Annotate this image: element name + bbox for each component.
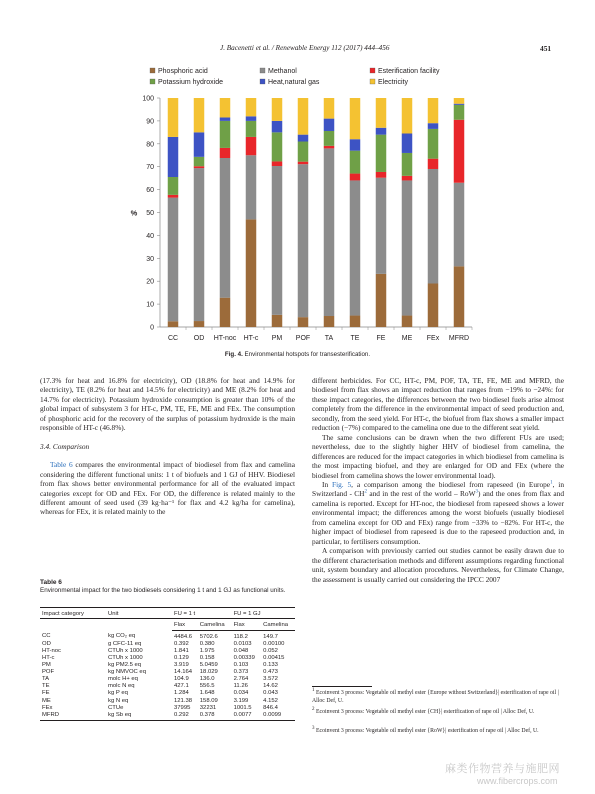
bar-segment xyxy=(454,105,465,120)
bar-segment xyxy=(220,121,231,148)
bar-segment xyxy=(246,137,257,155)
bar-segment xyxy=(454,104,465,105)
x-tick-label: HT-noc xyxy=(213,335,237,342)
right-column xyxy=(312,376,564,584)
table-cell: CTUh x 1000 xyxy=(108,647,143,654)
bar-segment xyxy=(376,135,387,172)
table-cell: kg NMVOC eq xyxy=(108,669,146,676)
bar-segment xyxy=(350,139,361,150)
y-tick-label: 0 xyxy=(150,324,154,332)
table-cell: kg P eq xyxy=(108,690,128,697)
x-tick-label: FEx xyxy=(426,335,440,342)
left-column xyxy=(40,376,295,517)
table-cell: kg CO₂ eq xyxy=(108,633,136,640)
bar-segment xyxy=(272,161,283,166)
bar-segment xyxy=(454,120,465,183)
bar-segment xyxy=(402,153,413,176)
table-header: Camelina xyxy=(261,619,295,631)
table-cell: 0.034 xyxy=(233,690,249,697)
legend-swatch xyxy=(260,79,265,84)
table-cell: 3.572 xyxy=(263,676,278,683)
bar-segment xyxy=(428,159,439,169)
bar-segment xyxy=(298,142,309,162)
table-cell: 0.00415 xyxy=(263,655,285,662)
y-tick-label: 40 xyxy=(146,232,154,240)
table-cell: 4.152 xyxy=(263,697,278,704)
bar-segment xyxy=(246,155,257,219)
bar-segment xyxy=(428,283,439,327)
table-cell: 1.841 xyxy=(174,647,189,654)
table-cell: 0.133 xyxy=(263,662,278,669)
bar-segment xyxy=(194,132,205,157)
table-cell: kg PM2.5 eq xyxy=(108,662,142,669)
table-row xyxy=(40,697,295,704)
bar-segment xyxy=(324,148,335,316)
section-heading: 3.4. Comparison xyxy=(40,441,90,451)
bar-segment xyxy=(402,133,413,152)
bar-segment xyxy=(350,180,361,315)
table-cell: kg Sb eq xyxy=(106,711,172,721)
bar-segment xyxy=(220,158,231,298)
table-header: FU = 1 t xyxy=(172,608,232,619)
table-cell: 0.380 xyxy=(199,640,215,647)
bar-segment xyxy=(168,321,179,327)
table-row xyxy=(40,669,295,676)
y-tick-label: 90 xyxy=(146,118,154,126)
y-tick-label: 50 xyxy=(146,210,154,217)
y-axis-label: % xyxy=(130,208,138,218)
table-cell: FEx xyxy=(42,704,53,711)
figure-caption-text: Environmental hotspots for transesterification. xyxy=(244,351,371,358)
table-cell: TA xyxy=(42,676,50,683)
y-tick-label: 70 xyxy=(146,164,154,172)
table-cell: HT-c xyxy=(42,655,55,662)
bar-segment xyxy=(220,98,231,117)
table-cell: PM xyxy=(42,662,51,669)
bar-segment xyxy=(168,195,179,198)
legend-swatch xyxy=(370,79,375,84)
bar-segment xyxy=(246,219,257,327)
table-cell: kg N eq xyxy=(108,697,129,704)
table-cell: MFRD xyxy=(40,711,106,721)
table-6-link[interactable]: Table 6 xyxy=(50,460,73,470)
y-tick-label: 30 xyxy=(146,255,154,263)
bar-segment xyxy=(168,177,179,195)
table-cell: 3.199 xyxy=(233,697,249,704)
bar-segment xyxy=(402,316,413,327)
table-header: Flax xyxy=(172,619,198,631)
x-tick-label: HT-c xyxy=(243,335,259,342)
bar-segment xyxy=(194,98,205,132)
table-cell: 427.1 xyxy=(174,683,189,690)
table-cell: 0.129 xyxy=(174,655,189,662)
table-header: Flax xyxy=(232,619,262,631)
table-header: Unit xyxy=(106,608,172,619)
bar-segment xyxy=(376,128,387,135)
bar-segment xyxy=(298,162,309,165)
table-cell: 0.373 xyxy=(233,669,249,676)
table-cell: 0.158 xyxy=(199,655,215,662)
x-tick-label: OD xyxy=(193,335,205,342)
footnote-rule xyxy=(312,686,372,687)
legend-swatch xyxy=(150,68,155,73)
table-cell: TE xyxy=(42,683,50,690)
table-cell: 1001.5 xyxy=(233,704,252,711)
bar-segment xyxy=(402,180,413,315)
table-cell: 0.043 xyxy=(263,690,278,697)
bar-segment xyxy=(350,316,361,327)
page-number: 451 xyxy=(540,44,552,53)
paragraph xyxy=(40,460,295,517)
paragraph-text: compares the environmental impact of biodiesel from flax and camelina considering the different functional units: 1 t of biofuels and 1 GJ of HHV. Biodiesel from flax shows better environmental performance for all of the evaluated impact categories except for OD and FEx. For OD, the difference is related mainly to the different amount of seed used (39 kg·ha⁻¹ for flax and 4.2 kg/ha for camelina), whereas for FEx, it is related mainly to the xyxy=(40,460,295,517)
bar-segment xyxy=(272,315,283,327)
x-tick-label: TE xyxy=(350,335,360,342)
paragraph: The same conclusions can be drawn when the two different FUs are used; nevertheless, due to the slightly higher HHV of biodiesel from camelina, the differences are reduced for the impact categories in which biodiesel from camelina is the most impacting biofuel, and they are enlarged for OD and FEx (where the biodiesel from camelina shows the lower environmental load). xyxy=(312,432,564,480)
bar-segment xyxy=(376,274,387,327)
table-cell: 0.0099 xyxy=(261,711,295,721)
table-cell: 136.0 xyxy=(199,676,215,683)
table-cell: 2.764 xyxy=(233,676,249,683)
table-cell: molc N eq xyxy=(108,683,135,690)
legend-swatch xyxy=(260,68,265,73)
x-tick-label: ME xyxy=(401,335,413,342)
y-tick-label: 20 xyxy=(146,278,154,286)
table-cell: 4484.6 xyxy=(174,633,193,640)
table-cell: 14.62 xyxy=(263,683,278,690)
table-row xyxy=(40,662,295,669)
table-row xyxy=(40,647,295,654)
table-cell: CTUh x 1000 xyxy=(108,655,143,662)
table-row xyxy=(40,690,295,697)
bar-segment xyxy=(246,98,257,116)
table-cell: 158.09 xyxy=(199,697,218,704)
legend-label: Potassium hydroxide xyxy=(158,79,223,86)
figure-caption xyxy=(40,351,555,358)
legend-label: Esterification facility xyxy=(378,68,440,75)
bar-segment xyxy=(454,266,465,327)
bar-segment xyxy=(194,168,205,321)
table-cell: 18.029 xyxy=(199,669,218,676)
table-cell: 14.164 xyxy=(174,669,193,676)
paragraph: different herbicides. For CC, HT-c, PM, POF, TA, TE, FE, ME and MFRD, the biodiesel from flax shows an impact reduction that ranges from −19% to −24%: for these impact categories, the differences between the two biodiesel fuels arise almost completely from the difference in the environmental impact of seed production and, secondly, from the seed yield. For HT-c, the biofuel from flax shows a smaller impact reduction (−7%) compared to the camelina one due to the different seat yield. xyxy=(312,376,564,433)
table-cell: 0.048 xyxy=(233,647,249,654)
table-cell: FE xyxy=(42,690,50,697)
bar-segment xyxy=(428,129,439,159)
table-cell: 37995 xyxy=(174,704,191,711)
table-cell: 0.378 xyxy=(198,711,232,721)
table-cell: 0.392 xyxy=(174,640,189,647)
legend-swatch xyxy=(370,68,375,73)
table-cell: 0.0077 xyxy=(232,711,262,721)
bar-segment xyxy=(324,146,335,149)
bar-segment xyxy=(220,298,231,327)
table-cell: 121.38 xyxy=(174,697,193,704)
bar-segment xyxy=(324,316,335,327)
table-cell: POF xyxy=(42,669,55,676)
table-header: FU = 1 GJ xyxy=(232,608,295,619)
table-cell: 1.648 xyxy=(199,690,215,697)
bar-segment xyxy=(272,121,283,132)
footnote-ref-3[interactable]: 3 xyxy=(475,490,479,495)
legend-label: Electricity xyxy=(378,79,408,86)
table-cell: 556.5 xyxy=(199,683,215,690)
table-cell: 846.4 xyxy=(263,704,278,711)
bar-segment xyxy=(298,135,309,142)
legend-label: Phosphoric acid xyxy=(158,68,208,75)
table-cell: HT-noc xyxy=(42,647,61,654)
table-cell: 3.919 xyxy=(174,662,189,669)
y-tick-label: 100 xyxy=(142,95,154,103)
bar-segment xyxy=(194,157,205,166)
table-cell: 11.26 xyxy=(233,683,248,690)
bar-segment xyxy=(194,321,205,327)
y-tick-label: 60 xyxy=(146,187,154,195)
table-cell: 0.103 xyxy=(233,662,249,669)
x-tick-label: CC xyxy=(167,335,179,342)
y-tick-label: 10 xyxy=(146,301,154,309)
table-cell: 0.00339 xyxy=(233,655,255,662)
bar-segment xyxy=(350,98,361,139)
table-row xyxy=(40,704,295,711)
x-tick-label: FE xyxy=(376,335,386,342)
x-tick-label: MFRD xyxy=(448,335,470,342)
paragraph: In Fig. 5, a comparison among the biodiesel from rapeseed (in Europe$^1$, in Switzerland - $CH^2$ and in the rest of the world – RoW$^3$) and the ones from flax and camelina is reported. Except for HT-noc, the biodiesel from rapeseed shows a lower environmental impact; the differences among the worst biofuels (usually biodiesel from camelina except for OD and FEx) range from −33% to −82%. For HT-c, the higher impact of biodiesel from rapeseed is due to the rapeseed production and, in particular, to fertilisers consumption. xyxy=(312,479,564,546)
table-row xyxy=(40,683,295,690)
table-row xyxy=(40,676,295,683)
bar-segment xyxy=(376,172,387,178)
bar-segment xyxy=(402,176,413,181)
figure-label: Fig. 4. xyxy=(224,351,243,358)
table-cell: 0.00100 xyxy=(263,640,285,647)
table-row xyxy=(40,631,295,641)
bar-segment xyxy=(428,98,439,123)
table-cell: OD xyxy=(42,640,51,647)
bar-segment xyxy=(168,98,179,137)
page-header xyxy=(0,44,595,56)
bar-segment xyxy=(402,98,413,133)
table-cell: ME xyxy=(42,697,51,704)
bar-segment xyxy=(376,98,387,128)
x-tick-label: POF xyxy=(295,335,311,342)
table-caption: Environmental impact for the two biodiesels considering 1 t and 1 GJ as functional units. xyxy=(40,587,286,594)
footnote-3: $^3$ Ecoinvent 3 process: Vegetable oil methyl ester {RoW}| esterification of rape oil | Alloc Def, U. xyxy=(312,726,539,734)
table-cell: 0.473 xyxy=(263,669,278,676)
table-cell: 118.2 xyxy=(233,633,248,640)
bar-segment xyxy=(454,98,465,104)
legend-label: Methanol xyxy=(268,68,297,75)
table-row xyxy=(40,711,295,721)
bar-segment xyxy=(298,317,309,327)
bar-segment xyxy=(194,166,205,168)
table-cell: g CFC-11 eq xyxy=(108,640,142,647)
legend-swatch xyxy=(150,79,155,84)
fig-5-link[interactable]: Fig. 5 xyxy=(331,479,352,489)
table-cell: molc H+ eq xyxy=(108,676,138,683)
x-tick-label: TA xyxy=(324,335,334,342)
table-cell: 0.292 xyxy=(172,711,198,721)
bar-segment xyxy=(350,174,361,181)
table-cell: CC xyxy=(42,633,51,640)
bar-segment xyxy=(376,178,387,274)
bar-segment xyxy=(298,98,309,135)
table-cell: 5.0459 xyxy=(199,662,218,669)
table-header: Impact category xyxy=(40,608,106,619)
table-cell: 0.0103 xyxy=(233,640,252,647)
paragraph: A comparison with previously carried out studies cannot be easily drawn due to the different characterisation methods and different assumptions regarding functional unit, system boundary and allocation procedures. Nevertheless, for Climate Change, the assessment is usually carried out considering the IPCC 2007 xyxy=(312,546,564,584)
bar-segment xyxy=(168,137,179,177)
bar-segment xyxy=(324,119,335,131)
bar-segment xyxy=(428,123,439,129)
table-cell: 32231 xyxy=(199,704,217,711)
bar-segment xyxy=(272,98,283,121)
table-cell: CTUe xyxy=(108,704,124,711)
table-cell: 1.284 xyxy=(174,690,189,697)
stacked-bar-chart xyxy=(120,60,480,348)
bar-segment xyxy=(246,116,257,121)
footnote-ref-1[interactable]: 1 xyxy=(550,480,553,486)
table-row xyxy=(40,654,295,661)
bar-segment xyxy=(272,166,283,315)
impact-table xyxy=(40,607,295,721)
paragraph: (17.3% for heat and 16.8% for electricity), OD (18.8% for heat and 14.9% for electricity), TE (8.2% for heat and 14.5% for electricity) and ME (8.2% for heat and 14.7% for electricity). Potassium hydroxide consumption is greater than 10% of the global impact of subsystem 3 for HT-c, PM, TE, FE, ME and FEx. The consumption of phosphoric acid for the recovery of the surplus of potassium hydroxide is the main responsible of HT-c (46.8%). xyxy=(40,376,295,433)
table-cell: 149.7 xyxy=(263,633,278,640)
watermark-text: 麻类作物营养与施肥网 xyxy=(445,762,560,775)
bar-segment xyxy=(324,131,335,146)
bar-segment xyxy=(298,164,309,317)
table-header: Camelina xyxy=(198,619,232,631)
x-tick-label: PM xyxy=(271,335,283,342)
bar-segment xyxy=(168,198,179,322)
bar-segment xyxy=(246,121,257,137)
bar-segment xyxy=(350,151,361,174)
table-label: Table 6 xyxy=(40,579,62,586)
table-row xyxy=(40,640,295,647)
watermark-url: www.fibercrops.com xyxy=(477,776,558,786)
footnote-ref-2[interactable]: 2 xyxy=(364,490,367,495)
bar-segment xyxy=(428,169,439,284)
bar-segment xyxy=(272,132,283,161)
table-cell: 5702.6 xyxy=(199,633,218,640)
table-cell: 1.975 xyxy=(199,647,215,654)
footnote-1: $^1$ Ecoinvent 3 process: Vegetable oil methyl ester {Europe without Switzerland}| esterification of rape oil | Alloc Def, U. xyxy=(312,688,559,704)
table-cell: 0.052 xyxy=(263,647,278,654)
bar-segment xyxy=(220,148,231,158)
y-tick-label: 80 xyxy=(146,141,154,149)
legend-label: Heat,natural gas xyxy=(268,79,320,86)
running-head: J. Bacenetti et al. / Renewable Energy 112 (2017) 444–456 xyxy=(220,44,390,52)
table-cell: 104.9 xyxy=(174,676,189,683)
footnote-2: $^2$ Ecoinvent 3 process: Vegetable oil methyl ester {CH}| esterification of rape oil | Alloc Def, U. xyxy=(312,707,535,715)
bar-segment xyxy=(324,98,335,119)
bar-segment xyxy=(454,183,465,267)
bar-segment xyxy=(220,117,231,120)
